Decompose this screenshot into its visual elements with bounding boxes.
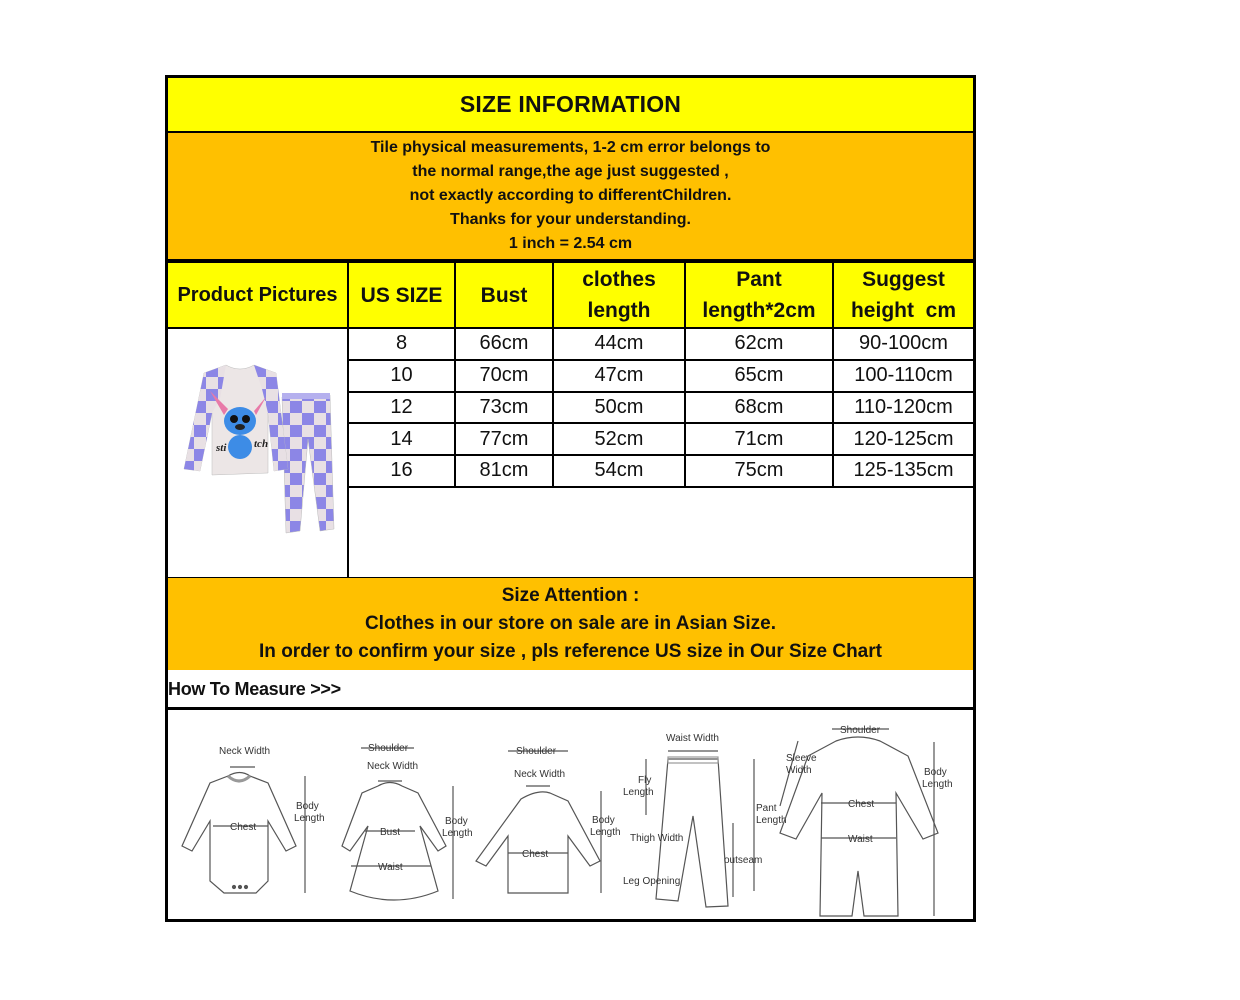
note-line: the normal range,the age just suggested , xyxy=(412,163,729,180)
header-clothes-length xyxy=(553,262,685,328)
svg-text:Leg Opening: Leg Opening xyxy=(623,876,681,887)
measurement-diagrams xyxy=(168,711,973,919)
cell-suggest-height: 110-120cm xyxy=(833,392,973,424)
cell-bust: 77cm xyxy=(455,423,553,455)
svg-text:sti: sti xyxy=(215,442,226,454)
attention-heading: Size Attention : xyxy=(501,585,640,606)
svg-text:Chest: Chest xyxy=(848,799,875,810)
cell-clothes-length: 50cm xyxy=(553,392,685,424)
cell-suggest-height: 90-100cm xyxy=(833,328,973,360)
note-line: Thanks for your understanding. xyxy=(450,211,691,228)
svg-text:Length: Length xyxy=(442,828,473,839)
svg-text:Length: Length xyxy=(294,813,325,824)
cell-suggest-height: 100-110cm xyxy=(833,360,973,392)
svg-text:Bust: Bust xyxy=(380,827,401,838)
svg-text:tch: tch xyxy=(253,438,268,450)
cell-us-size: 8 xyxy=(348,328,455,360)
svg-text:Waist: Waist xyxy=(378,862,403,873)
table-row xyxy=(168,328,973,360)
svg-text:Neck Width: Neck Width xyxy=(367,761,419,772)
svg-text:Length: Length xyxy=(590,827,621,838)
header-us-size: US SIZE xyxy=(348,262,455,328)
measurement-notes xyxy=(168,133,973,261)
header-pant-length xyxy=(685,262,833,328)
svg-text:Fly: Fly xyxy=(638,775,652,786)
dress-diagram-icon xyxy=(342,743,473,900)
size-attention xyxy=(168,577,973,670)
note-line: Tile physical measurements, 1-2 cm error belongs to xyxy=(370,139,771,156)
svg-text:Shoulder: Shoulder xyxy=(840,725,881,736)
attention-line: Clothes in our store on sale are in Asian Size. xyxy=(364,613,777,634)
svg-text:Body: Body xyxy=(924,767,947,778)
svg-text:Width: Width xyxy=(786,765,812,776)
header-line: clothes xyxy=(582,268,656,291)
romper-diagram-icon xyxy=(780,725,953,916)
svg-text:Shoulder: Shoulder xyxy=(516,746,557,757)
shirt-icon xyxy=(184,365,288,475)
cell-bust: 73cm xyxy=(455,392,553,424)
note-line: 1 inch = 2.54 cm xyxy=(508,235,633,252)
header-line: length xyxy=(587,299,651,322)
size-table xyxy=(168,261,973,582)
cell-us-size: 16 xyxy=(348,455,455,487)
header-line: Suggest xyxy=(862,268,945,291)
cell-pant-length: 75cm xyxy=(685,455,833,487)
svg-text:Body: Body xyxy=(445,816,468,827)
svg-text:Chest: Chest xyxy=(522,849,549,860)
svg-text:Chest: Chest xyxy=(230,822,257,833)
cell-pant-length: 65cm xyxy=(685,360,833,392)
cell-pant-length: 62cm xyxy=(685,328,833,360)
header-line: height cm xyxy=(850,299,956,322)
cell-bust: 70cm xyxy=(455,360,553,392)
header-line: length*2cm xyxy=(702,299,816,322)
cell-bust: 81cm xyxy=(455,455,553,487)
svg-text:outseam: outseam xyxy=(724,855,763,866)
product-image-pajama-set xyxy=(170,329,346,574)
header-suggest-height xyxy=(833,262,973,328)
top-diagram-icon xyxy=(476,746,621,893)
svg-text:Waist: Waist xyxy=(848,834,873,845)
svg-text:Shoulder: Shoulder xyxy=(368,743,409,754)
svg-text:Waist Width: Waist Width xyxy=(666,733,719,744)
note-line: not exactly according to differentChildren. xyxy=(409,187,732,204)
cell-pant-length: 68cm xyxy=(685,392,833,424)
cell-us-size: 10 xyxy=(348,360,455,392)
cell-us-size: 12 xyxy=(348,392,455,424)
header-product-pictures: Product Pictures xyxy=(168,262,348,328)
cell-suggest-height: 125-135cm xyxy=(833,455,973,487)
how-to-measure-text: How To Measure >>> xyxy=(168,679,341,699)
cell-us-size: 14 xyxy=(348,423,455,455)
svg-text:Thigh Width: Thigh Width xyxy=(630,833,684,844)
pants-diagram-icon xyxy=(623,733,787,907)
cell-clothes-length: 54cm xyxy=(553,455,685,487)
cell-bust: 66cm xyxy=(455,328,553,360)
svg-text:Sleeve: Sleeve xyxy=(786,753,817,764)
header-bust: Bust xyxy=(455,262,553,328)
how-to-measure-heading xyxy=(168,672,973,710)
pants-icon xyxy=(282,393,334,533)
cell-suggest-height: 120-125cm xyxy=(833,423,973,455)
empty-cell xyxy=(348,487,973,581)
svg-text:Length: Length xyxy=(756,815,787,826)
svg-text:Length: Length xyxy=(623,787,654,798)
cell-clothes-length: 52cm xyxy=(553,423,685,455)
attention-line: In order to confirm your size , pls reference US size in Our Size Chart xyxy=(259,641,882,662)
cell-pant-length: 71cm xyxy=(685,423,833,455)
product-picture-cell xyxy=(168,328,348,581)
cell-clothes-length: 47cm xyxy=(553,360,685,392)
bodysuit-diagram-icon xyxy=(182,746,325,893)
svg-text:Neck Width: Neck Width xyxy=(219,746,271,757)
svg-text:Neck Width: Neck Width xyxy=(514,769,566,780)
size-information-title xyxy=(168,78,973,133)
table-header-row xyxy=(168,262,973,328)
svg-text:Body: Body xyxy=(592,815,615,826)
svg-text:Length: Length xyxy=(922,779,953,790)
svg-text:Pant: Pant xyxy=(756,803,777,814)
size-chart xyxy=(165,75,976,922)
cell-clothes-length: 44cm xyxy=(553,328,685,360)
title-text: SIZE INFORMATION xyxy=(459,91,682,117)
header-line: Pant xyxy=(736,268,782,291)
svg-text:Body: Body xyxy=(296,801,319,812)
